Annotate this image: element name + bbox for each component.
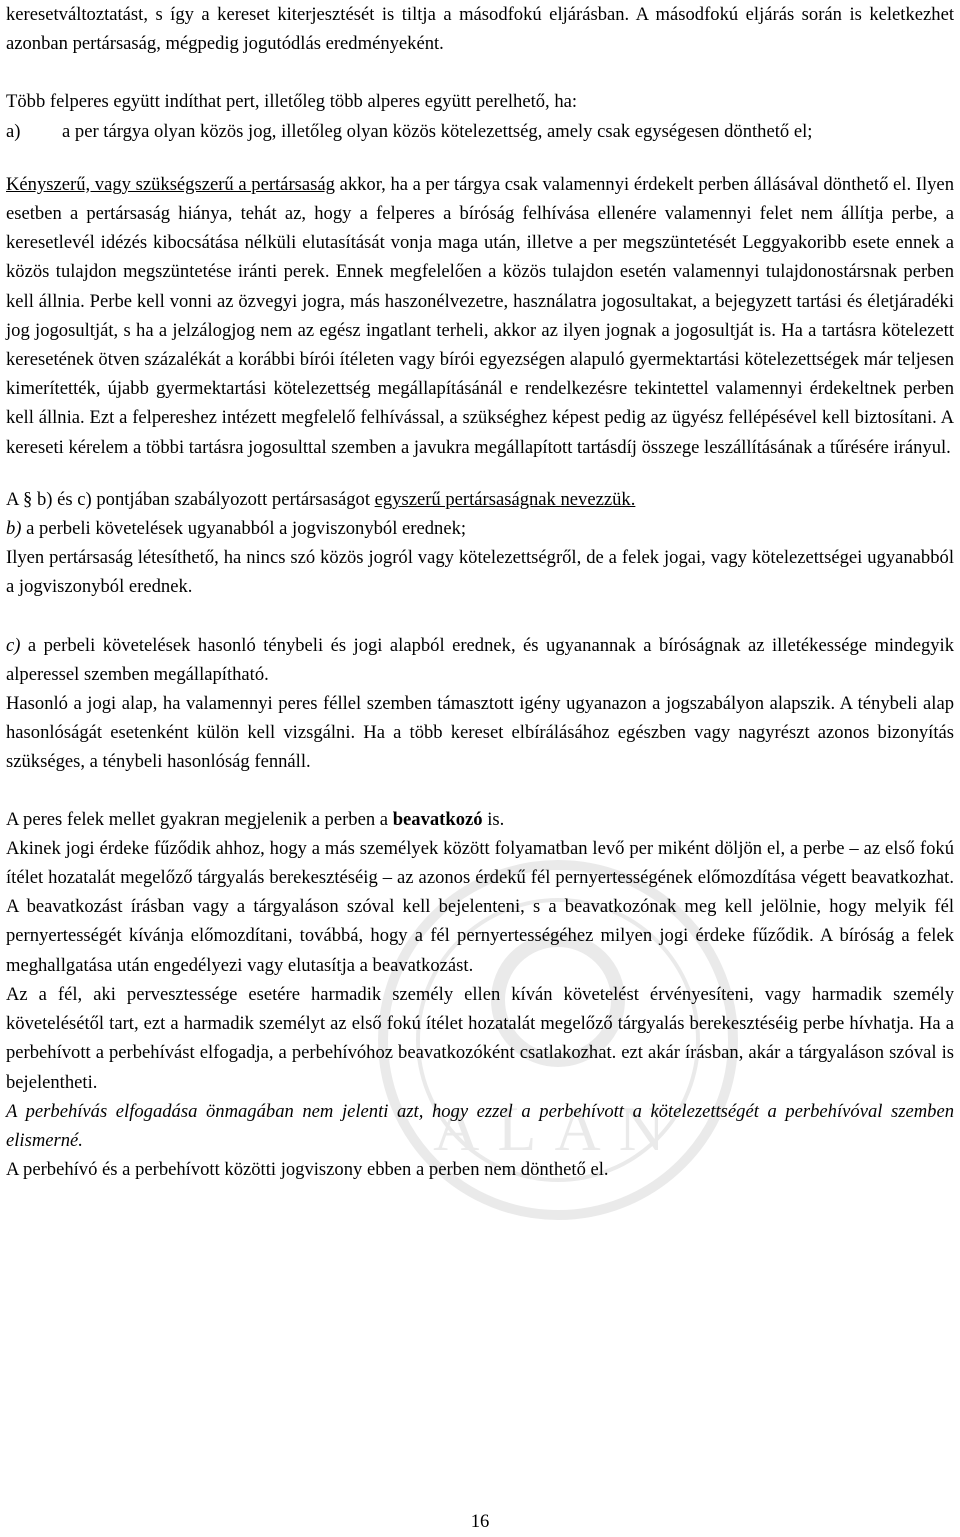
term-simple-joinder: egyszerű pertársaságnak nevezzük. [374,488,636,510]
term-mandatory-joinder: Kényszerű, vagy szükségszerű a pertársaság [6,173,335,195]
list-text-c: a perbeli követelések hasonló ténybeli és jogi alapból erednek, és ugyanannak a bíróságnak az illetékessége mindegyik alperessel szemben megállapítható. [6,634,954,685]
paragraph-continuation: keresetváltoztatást, s így a kereset kiterjesztését is tiltja a másodfokú eljárásban. A másodfokú eljárás során is keletkezhet azonban pertársaság, mégpedig jogutódlás eredményeként. [6,4,954,55]
list-marker-a: a) [6,120,21,142]
paragraph-intervener-intro-text: A peres felek mellet gyakran megjelenik a perben a [6,808,393,830]
paragraph-intervention: Akinek jogi érdeke fűződik ahhoz, hogy a más személyek között folyamatban levő per miként döljön el, a perbe – az első fokú ítélet hozatalát megelőző tárgyalás berekesztéséig – az azonos érdekű fél pernyertességének előmozdítása végett beavatkozhat. A beavatkozást írásban vagy a tárgyaláson szóval kell bejelenteni, s a beavatkozónak meg kell jelölnie, hogy melyik fél pernyertességét kívánja előmozdítani, továbbá, hogy a fél pernyertességéhez milyen jogi érdeke fűződik. A bíróság a felek meghallgatása után engedélyezi vagy elutasítja a beavatkozást. [6,837,954,976]
watermark-text: ALAN [433,1093,683,1164]
paragraph-mandatory-joinder [6,170,954,462]
paragraph-point-b [6,514,954,543]
paragraph-point-b-explanation: Ilyen pertársaság létesíthető, ha nincs szó közös jogról vagy kötelezettségről, de a felek jogai, vagy kötelezettségei ugyanabból a jogviszonyból erednek. [6,547,954,598]
term-intervener: beavatkozó [392,808,483,830]
paragraph-point-c [6,631,954,689]
paragraph-simple-joinder [6,485,954,514]
list-item-a [6,117,954,146]
paragraph-third-party-notice: Az a fél, aki pervesztessége esetére harmadik személy ellen kíván követelést érvényesíteni, vagy harmadik személy követelésétől tart, ezt a harmadik személyt az első fokú ítélet hozatalát megelőző tárgyalás berekesztéséig perbe hívhatja. Ha a perbehívott a perbehívást elfogadja, a perbehívóhoz beavatkozóként csatlakozhat. ezt akár írásban, akár a tárgyaláson szóval is bejelentheti. [6,983,954,1093]
list-marker-b: b) [6,518,22,540]
paragraph-mandatory-joinder-text: akkor, ha a per tárgya csak valamennyi érdekelt perben állásával dönthető el. Ilyen esetben a pertársaság hiánya, tehát az, hogy a felperes a bíróság felhívása ellenére valamennyi felet nem állítja perbe, a keresetlevél idézés kibocsátása nélküli elutasítását vonja maga után, illetve a per megszüntetését Leggyakoribb esete ennek a közös tulajdon megszüntetése iránti perek. Ennek megfelelően a közös tulajdon esetén valamennyi tulajdonostársnak perben kell állnia. Perbe kell vonni az özvegyi jogra, más haszonélvezetre, használatra jogosultakat, a bejegyzett tartási és életjáradéki jog jogosultját, s ha a jelzálogjog nem az egész ingatlant terheli, akkor az ilyen jognak a jogosultját is. Ha a tartásra kötelezett keresetének ötven százalékát a korábbi bírói ítéleten vagy bírói egyezségen alapuló gyermektartási kötelezettségek már teljesen kimerítették, újabb gyermektartási kötelezettség megállapításánál e rendelkezésre tekintettel valamennyi érdekeltnek perben kell állnia. Ezt a felpereshez intézett megfelelő felhívással, a szükséghez képest pedig az ügyész fellépésével kell biztosítani. A kereseti kérelem a többi tartásra jogosulttal szemben a javukra megállapított tartásdíj összege leszállításának a tűrésére irányul. [6,173,954,458]
paragraph-closing: A perbehívó és a perbehívott közötti jogviszony ebben a perben nem dönthető el. [6,1159,609,1181]
list-text-a: a per tárgya olyan közös jog, illetőleg olyan közös kötelezettség, amely csak egységesen dönthető el; [62,120,813,142]
paragraph-simple-joinder-text: A § b) és c) pontjában szabályozott pertársaságot [6,488,375,510]
list-marker-c: c) [6,634,21,656]
paragraph-intro: Több felperes együtt indíthat pert, illetőleg több alperes együtt perelhető, ha: [6,91,578,113]
document-page [6,0,954,1184]
paragraph-intervener-intro [6,805,954,834]
list-text-b: a perbeli követelések ugyanabból a jogviszonyból erednek; [21,518,467,540]
page-number: 16 [470,1511,490,1532]
paragraph-intervener-intro-end: is. [482,808,505,830]
paragraph-notice-acceptance: A perbehívás elfogadása önmagában nem jelenti azt, hogy ezzel a perbehívott a kötelezettségét a perbehívóval szemben elismerné. [6,1100,954,1151]
paragraph-point-c-explanation: Hasonló a jogi alap, ha valamennyi peres féllel szemben támasztott igény ugyanazon a jogszabályon alapszik. A ténybeli alap hasonlóságát esetenként külön kell vizsgálni. Ha a több kereset elbírálásához egészben vagy nagyrészt azonos bizonyítás szükséges, a ténybeli hasonlóság fennáll. [6,693,954,773]
